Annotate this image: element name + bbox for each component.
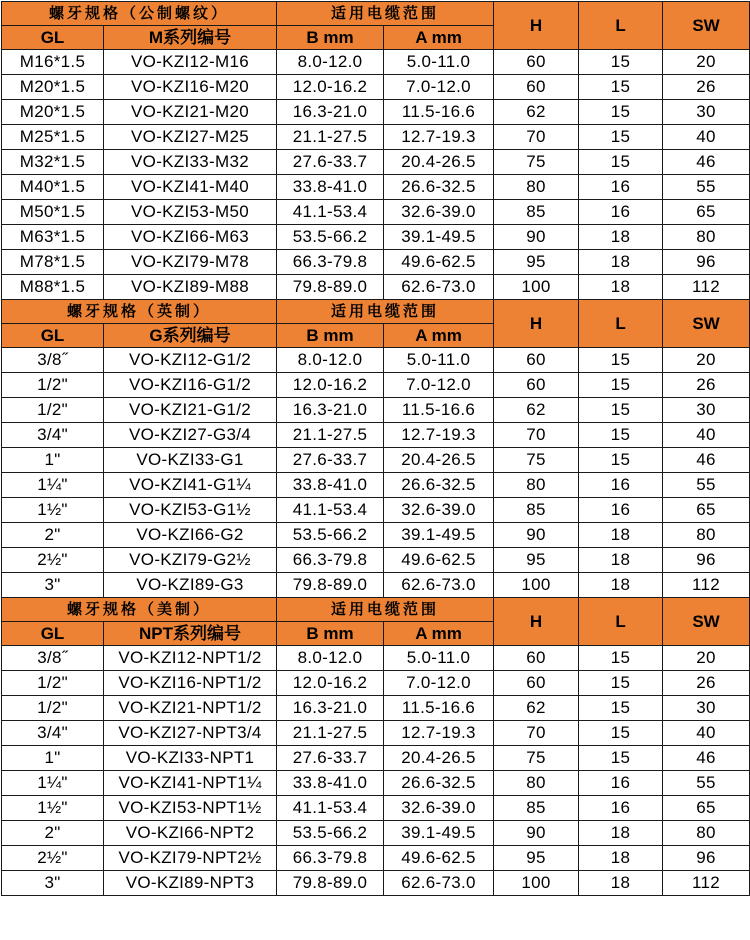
thread-spec-title: 螺牙规格（英制）	[2, 300, 277, 324]
cell-b: 79.8-89.0	[277, 871, 384, 896]
cell-h: 70	[494, 721, 579, 746]
cell-l: 15	[579, 398, 663, 423]
cell-h: 60	[494, 75, 579, 100]
cell-code: VO-KZI33-NPT1	[104, 746, 277, 771]
cell-b: 16.3-21.0	[277, 398, 384, 423]
cell-gl: M32*1.5	[2, 150, 104, 175]
series-column-header: NPT系列编号	[104, 622, 277, 646]
cell-code: VO-KZI53-M50	[104, 200, 277, 225]
cell-gl: M16*1.5	[2, 50, 104, 75]
cell-l: 15	[579, 348, 663, 373]
cell-gl: M40*1.5	[2, 175, 104, 200]
cell-h: 60	[494, 646, 579, 671]
cell-h: 95	[494, 548, 579, 573]
cell-h: 85	[494, 796, 579, 821]
cell-sw: 55	[663, 473, 750, 498]
cell-a: 62.6-73.0	[384, 871, 494, 896]
cell-code: VO-KZI16-G1/2	[104, 373, 277, 398]
table-row	[2, 448, 750, 473]
cell-b: 66.3-79.8	[277, 548, 384, 573]
cell-h: 62	[494, 696, 579, 721]
spec-table-body	[2, 2, 750, 896]
a-column-header: A mm	[384, 324, 494, 348]
cell-sw: 112	[663, 871, 750, 896]
cell-code: VO-KZI12-G1/2	[104, 348, 277, 373]
cell-l: 15	[579, 721, 663, 746]
cell-sw: 40	[663, 125, 750, 150]
cell-code: VO-KZI53-NPT1½	[104, 796, 277, 821]
cell-b: 66.3-79.8	[277, 846, 384, 871]
cell-h: 100	[494, 275, 579, 300]
cell-sw: 55	[663, 175, 750, 200]
cell-a: 32.6-39.0	[384, 498, 494, 523]
cell-b: 12.0-16.2	[277, 671, 384, 696]
h-column-header: H	[494, 2, 579, 50]
cell-sw: 112	[663, 573, 750, 598]
table-row	[2, 498, 750, 523]
cell-b: 12.0-16.2	[277, 75, 384, 100]
table-row	[2, 150, 750, 175]
cell-a: 49.6-62.5	[384, 548, 494, 573]
thread-spec-title: 螺牙规格（公制螺纹）	[2, 2, 277, 26]
cell-gl: M63*1.5	[2, 225, 104, 250]
cell-gl: M20*1.5	[2, 75, 104, 100]
table-row	[2, 398, 750, 423]
cell-code: VO-KZI16-NPT1/2	[104, 671, 277, 696]
cell-h: 85	[494, 200, 579, 225]
cell-b: 21.1-27.5	[277, 721, 384, 746]
cell-l: 15	[579, 100, 663, 125]
cell-sw: 96	[663, 250, 750, 275]
cell-l: 18	[579, 871, 663, 896]
cell-code: VO-KZI21-M20	[104, 100, 277, 125]
cell-code: VO-KZI89-M88	[104, 275, 277, 300]
section-header-row	[2, 2, 750, 26]
cell-code: VO-KZI21-NPT1/2	[104, 696, 277, 721]
cell-h: 95	[494, 846, 579, 871]
cell-a: 26.6-32.5	[384, 473, 494, 498]
cell-gl: 2"	[2, 821, 104, 846]
cell-b: 27.6-33.7	[277, 448, 384, 473]
cell-b: 79.8-89.0	[277, 275, 384, 300]
cable-range-title: 适用电缆范围	[277, 598, 494, 622]
cell-a: 39.1-49.5	[384, 821, 494, 846]
cell-gl: 1"	[2, 746, 104, 771]
table-row	[2, 125, 750, 150]
cell-code: VO-KZI66-NPT2	[104, 821, 277, 846]
b-column-header: B mm	[277, 622, 384, 646]
table-row	[2, 871, 750, 896]
cell-a: 5.0-11.0	[384, 50, 494, 75]
table-row	[2, 696, 750, 721]
cell-l: 15	[579, 423, 663, 448]
cell-gl: M50*1.5	[2, 200, 104, 225]
cell-code: VO-KZI53-G1½	[104, 498, 277, 523]
cell-sw: 65	[663, 498, 750, 523]
cell-b: 41.1-53.4	[277, 796, 384, 821]
cell-sw: 80	[663, 523, 750, 548]
cell-b: 21.1-27.5	[277, 423, 384, 448]
cell-gl: M88*1.5	[2, 275, 104, 300]
cell-sw: 80	[663, 225, 750, 250]
table-row	[2, 200, 750, 225]
cell-sw: 96	[663, 548, 750, 573]
cell-gl: M78*1.5	[2, 250, 104, 275]
cell-code: VO-KZI12-NPT1/2	[104, 646, 277, 671]
cell-b: 8.0-12.0	[277, 50, 384, 75]
gl-column-header: GL	[2, 324, 104, 348]
cell-sw: 30	[663, 100, 750, 125]
cell-gl: 1½"	[2, 498, 104, 523]
cell-l: 18	[579, 548, 663, 573]
cell-a: 32.6-39.0	[384, 796, 494, 821]
cell-l: 15	[579, 373, 663, 398]
sw-column-header: SW	[663, 598, 750, 646]
cell-a: 5.0-11.0	[384, 646, 494, 671]
cell-code: VO-KZI66-G2	[104, 523, 277, 548]
cell-b: 33.8-41.0	[277, 473, 384, 498]
cell-l: 18	[579, 846, 663, 871]
b-column-header: B mm	[277, 26, 384, 50]
cell-sw: 46	[663, 448, 750, 473]
cell-code: VO-KZI41-NPT1¼	[104, 771, 277, 796]
cell-h: 80	[494, 473, 579, 498]
cell-code: VO-KZI21-G1/2	[104, 398, 277, 423]
table-row	[2, 175, 750, 200]
cell-a: 49.6-62.5	[384, 250, 494, 275]
table-row	[2, 523, 750, 548]
cell-h: 90	[494, 523, 579, 548]
cell-h: 60	[494, 348, 579, 373]
cell-l: 16	[579, 200, 663, 225]
cell-sw: 20	[663, 50, 750, 75]
table-row	[2, 373, 750, 398]
cell-code: VO-KZI89-NPT3	[104, 871, 277, 896]
cell-gl: 1/2"	[2, 671, 104, 696]
cell-l: 15	[579, 50, 663, 75]
cell-a: 49.6-62.5	[384, 846, 494, 871]
cell-a: 12.7-19.3	[384, 125, 494, 150]
l-column-header: L	[579, 598, 663, 646]
cell-h: 70	[494, 125, 579, 150]
table-row	[2, 771, 750, 796]
cell-l: 15	[579, 671, 663, 696]
cell-a: 39.1-49.5	[384, 225, 494, 250]
cell-sw: 65	[663, 200, 750, 225]
table-row	[2, 423, 750, 448]
cell-b: 27.6-33.7	[277, 150, 384, 175]
cell-gl: 3"	[2, 573, 104, 598]
cell-b: 41.1-53.4	[277, 200, 384, 225]
section-header-row	[2, 598, 750, 622]
cell-b: 21.1-27.5	[277, 125, 384, 150]
b-column-header: B mm	[277, 324, 384, 348]
cell-a: 32.6-39.0	[384, 200, 494, 225]
cell-a: 62.6-73.0	[384, 573, 494, 598]
cell-b: 8.0-12.0	[277, 646, 384, 671]
cell-a: 7.0-12.0	[384, 671, 494, 696]
cable-range-title: 适用电缆范围	[277, 300, 494, 324]
a-column-header: A mm	[384, 26, 494, 50]
cell-code: VO-KZI12-M16	[104, 50, 277, 75]
table-row	[2, 250, 750, 275]
cell-l: 16	[579, 473, 663, 498]
cell-l: 18	[579, 821, 663, 846]
cell-code: VO-KZI79-NPT2½	[104, 846, 277, 871]
cell-code: VO-KZI79-G2½	[104, 548, 277, 573]
cell-a: 20.4-26.5	[384, 448, 494, 473]
cell-sw: 26	[663, 75, 750, 100]
cell-sw: 26	[663, 671, 750, 696]
cell-sw: 46	[663, 150, 750, 175]
table-row	[2, 50, 750, 75]
cell-h: 70	[494, 423, 579, 448]
cell-code: VO-KZI89-G3	[104, 573, 277, 598]
cell-sw: 46	[663, 746, 750, 771]
cable-gland-spec-table	[1, 1, 750, 896]
cell-h: 90	[494, 225, 579, 250]
table-row	[2, 846, 750, 871]
table-row	[2, 796, 750, 821]
cell-b: 66.3-79.8	[277, 250, 384, 275]
cell-h: 80	[494, 771, 579, 796]
cell-gl: M25*1.5	[2, 125, 104, 150]
table-row	[2, 548, 750, 573]
cell-gl: 3/4"	[2, 721, 104, 746]
cell-gl: 3/4"	[2, 423, 104, 448]
cell-gl: M20*1.5	[2, 100, 104, 125]
cell-b: 33.8-41.0	[277, 771, 384, 796]
cell-l: 15	[579, 75, 663, 100]
gl-column-header: GL	[2, 26, 104, 50]
cell-a: 12.7-19.3	[384, 423, 494, 448]
cell-sw: 96	[663, 846, 750, 871]
cell-sw: 30	[663, 696, 750, 721]
gl-column-header: GL	[2, 622, 104, 646]
cell-sw: 20	[663, 646, 750, 671]
cell-a: 7.0-12.0	[384, 373, 494, 398]
cell-code: VO-KZI16-M20	[104, 75, 277, 100]
cell-l: 15	[579, 150, 663, 175]
cell-a: 11.5-16.6	[384, 100, 494, 125]
cell-gl: 3/8˝	[2, 646, 104, 671]
cell-a: 11.5-16.6	[384, 696, 494, 721]
cell-sw: 80	[663, 821, 750, 846]
cell-gl: 1½"	[2, 796, 104, 821]
cell-b: 53.5-66.2	[277, 821, 384, 846]
cell-l: 16	[579, 796, 663, 821]
h-column-header: H	[494, 300, 579, 348]
cell-l: 15	[579, 696, 663, 721]
cell-a: 20.4-26.5	[384, 746, 494, 771]
cell-sw: 40	[663, 721, 750, 746]
cell-a: 12.7-19.3	[384, 721, 494, 746]
section-header-row	[2, 300, 750, 324]
cell-h: 100	[494, 573, 579, 598]
cell-h: 60	[494, 50, 579, 75]
cell-h: 90	[494, 821, 579, 846]
cell-a: 62.6-73.0	[384, 275, 494, 300]
cell-code: VO-KZI33-M32	[104, 150, 277, 175]
cell-code: VO-KZI66-M63	[104, 225, 277, 250]
cell-b: 79.8-89.0	[277, 573, 384, 598]
cell-code: VO-KZI41-M40	[104, 175, 277, 200]
cell-l: 15	[579, 646, 663, 671]
cell-l: 18	[579, 275, 663, 300]
cell-code: VO-KZI27-M25	[104, 125, 277, 150]
cell-a: 26.6-32.5	[384, 771, 494, 796]
cell-gl: 1/2"	[2, 373, 104, 398]
cell-sw: 20	[663, 348, 750, 373]
cell-a: 7.0-12.0	[384, 75, 494, 100]
table-row	[2, 721, 750, 746]
cell-code: VO-KZI41-G1¼	[104, 473, 277, 498]
table-row	[2, 225, 750, 250]
a-column-header: A mm	[384, 622, 494, 646]
cell-gl: 3"	[2, 871, 104, 896]
cell-code: VO-KZI79-M78	[104, 250, 277, 275]
cell-gl: 2½"	[2, 846, 104, 871]
table-row	[2, 573, 750, 598]
l-column-header: L	[579, 300, 663, 348]
cell-a: 39.1-49.5	[384, 523, 494, 548]
cell-code: VO-KZI27-NPT3/4	[104, 721, 277, 746]
cell-l: 18	[579, 250, 663, 275]
cell-b: 12.0-16.2	[277, 373, 384, 398]
cell-gl: 2"	[2, 523, 104, 548]
sw-column-header: SW	[663, 2, 750, 50]
cell-h: 100	[494, 871, 579, 896]
cell-a: 11.5-16.6	[384, 398, 494, 423]
table-row	[2, 75, 750, 100]
cell-h: 75	[494, 448, 579, 473]
cell-sw: 26	[663, 373, 750, 398]
cell-b: 8.0-12.0	[277, 348, 384, 373]
table-row	[2, 348, 750, 373]
cell-gl: 3/8˝	[2, 348, 104, 373]
cell-gl: 1/2"	[2, 398, 104, 423]
cell-code: VO-KZI27-G3/4	[104, 423, 277, 448]
cell-sw: 112	[663, 275, 750, 300]
cell-l: 15	[579, 746, 663, 771]
thread-spec-title: 螺牙规格（美制）	[2, 598, 277, 622]
cable-range-title: 适用电缆范围	[277, 2, 494, 26]
cell-l: 15	[579, 448, 663, 473]
cell-gl: 1"	[2, 448, 104, 473]
sw-column-header: SW	[663, 300, 750, 348]
cell-b: 33.8-41.0	[277, 175, 384, 200]
cell-h: 95	[494, 250, 579, 275]
l-column-header: L	[579, 2, 663, 50]
cell-l: 16	[579, 498, 663, 523]
cell-code: VO-KZI33-G1	[104, 448, 277, 473]
cell-sw: 40	[663, 423, 750, 448]
cell-a: 5.0-11.0	[384, 348, 494, 373]
cell-l: 18	[579, 225, 663, 250]
table-row	[2, 100, 750, 125]
cell-h: 75	[494, 746, 579, 771]
cell-l: 16	[579, 175, 663, 200]
cell-b: 27.6-33.7	[277, 746, 384, 771]
cell-h: 60	[494, 373, 579, 398]
cell-b: 41.1-53.4	[277, 498, 384, 523]
cell-sw: 30	[663, 398, 750, 423]
cell-b: 53.5-66.2	[277, 225, 384, 250]
cell-b: 16.3-21.0	[277, 100, 384, 125]
h-column-header: H	[494, 598, 579, 646]
cell-h: 80	[494, 175, 579, 200]
cell-gl: 2½"	[2, 548, 104, 573]
cell-a: 20.4-26.5	[384, 150, 494, 175]
table-row	[2, 275, 750, 300]
cell-h: 75	[494, 150, 579, 175]
table-row	[2, 746, 750, 771]
cell-gl: 1/2"	[2, 696, 104, 721]
table-row	[2, 821, 750, 846]
cell-a: 26.6-32.5	[384, 175, 494, 200]
cell-gl: 1¼"	[2, 473, 104, 498]
cell-l: 15	[579, 125, 663, 150]
cell-h: 62	[494, 398, 579, 423]
cell-b: 16.3-21.0	[277, 696, 384, 721]
cell-h: 85	[494, 498, 579, 523]
cell-l: 18	[579, 523, 663, 548]
table-row	[2, 671, 750, 696]
cell-gl: 1¼"	[2, 771, 104, 796]
cell-h: 60	[494, 671, 579, 696]
cell-sw: 65	[663, 796, 750, 821]
cell-h: 62	[494, 100, 579, 125]
table-row	[2, 646, 750, 671]
cell-sw: 55	[663, 771, 750, 796]
series-column-header: G系列编号	[104, 324, 277, 348]
series-column-header: M系列编号	[104, 26, 277, 50]
table-row	[2, 473, 750, 498]
cell-l: 18	[579, 573, 663, 598]
cell-l: 16	[579, 771, 663, 796]
cell-b: 53.5-66.2	[277, 523, 384, 548]
